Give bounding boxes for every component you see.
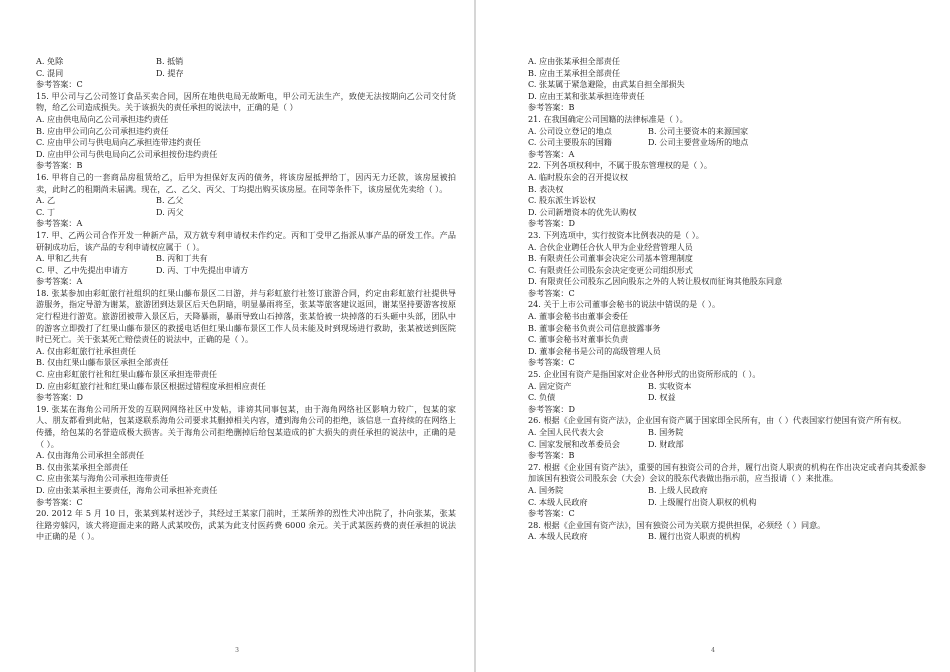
option-text: B. 国务院 [648,427,684,437]
text-line: C. 应由彩虹旅行社和红果山藤布景区承担连带责任 [36,369,218,380]
page-number: 4 [711,647,715,654]
page-left-content [36,56,456,543]
question-text: 27. 根据《企业国有资产法》，重要的国有独资公司的合并，履行出资人职责的机构在作出决定或者向其委派参加该国有独资公司股东会（大会）会议的股东代表做出指示前，应当报请（ ）来批准。 [528,461,926,484]
option-row [528,126,926,138]
question-text: 19. 张某在海角公司所开发的互联网网络社区中发帖，诽谤其同事包某，由于海角网络社区影响力较广，包某的家人、朋友都看到此帖，包某遂联系海角公司要求其删掉相关内容，遭到海角公司的拒绝，该信息一直持续的在网络上传播，给包某的名誉造成极大损害。关于海角公司拒绝删掉后给包某造成的扩大损失的责任承担的说法中，正确的是（ ）。 [36,403,456,449]
option-text: B. 上级人民政府 [648,484,708,495]
text-line: D. 有限责任公司股东乙因向股东之外的人转让股权而征询其他股东同意 [528,276,783,287]
option-row [36,68,456,80]
text-line: B. 应由王某承担全部责任 [528,67,621,78]
text-line: B. 表决权 [528,183,564,194]
text-line: B. 仅由红果山藤布景区承担全部责任 [36,357,169,368]
option-row [528,381,926,393]
option-text: C. 公司主要股东的国籍 [528,137,612,148]
option-row [528,137,926,149]
text-line: A. 应由供电局向乙公司承担违约责任 [36,113,169,124]
text-line: B. 应由甲公司向乙公司承担违约责任 [36,125,169,136]
option-text: C. 国家发展和改革委员会 [528,438,620,449]
option-text: B. 实收资本 [648,380,692,391]
option-text: C. 混同 [36,67,64,78]
option-row [528,392,926,404]
question-text: 18. 张某参加由彩虹旅行社组织的红果山藤布景区二日游，并与彩虹旅行社签订旅游合同，约定由彩虹旅行社提供导游服务，指定导游为谢某，旅游团到达景区后天色阴暗，明显暴雨将至，张某等旅客建议返回，谢某坚持要游客按原定行程进行游览。旅游团被带入景区后，天降暴雨，暴雨导致山石掉落，张某恰被一块掉落的石头砸中头部，团队中的游客立即拨打了红果山藤布景区的救援电话但红果山藤布景区工作人员未能及时到现场进行救助，张某被送到医院时已死亡。关于张某死亡赔偿责任的说法中，正确的是（ ）。 [36,287,456,345]
option-text: A. 国务院 [528,484,564,495]
option-text: A. 甲和乙共有 [36,253,88,264]
text-line: 参考答案：B [528,102,575,113]
option-text: D. 权益 [648,392,676,403]
option-text: D. 财政部 [648,438,684,449]
option-text: A. 乙 [36,195,56,206]
question-text: 17. 甲、乙两公司合作开发一种新产品，双方就专利申请权未作约定。丙和丁受甲乙指派从事产品的研发工作。产品研制成功后，该产品的专利申请权应属于（ ）。 [36,229,456,252]
text-line: 参考答案：C [36,79,83,90]
option-row [528,427,926,439]
text-line: 参考答案：C [528,287,575,298]
option-text: A. 固定资产 [528,380,572,391]
option-text: C. 负债 [528,392,556,403]
option-row [36,195,456,207]
text-line: A. 应由张某承担全部责任 [528,56,620,66]
option-row [528,485,926,497]
option-text: D. 提存 [156,67,184,78]
option-text: A. 免除 [36,56,64,66]
text-line: A. 董事会秘书由董事会委任 [528,311,629,322]
option-text: D. 丙、丁中先提出申请方 [156,264,249,275]
option-text: B. 履行出资人职责的机构 [648,531,741,542]
page-right [476,0,950,672]
text-line: C. 应由张某与海角公司承担连带责任 [36,473,169,484]
text-line: 参考答案：C [36,496,83,507]
text-line: B. 仅由张某承担全部责任 [36,461,129,472]
text-line: C. 有限责任公司股东会决定变更公司组织形式 [528,264,693,275]
text-line: 参考答案：B [36,160,83,171]
text-line: D. 公司新增资本的优先认购权 [528,206,637,217]
option-text: A. 公司设立登记的地点 [528,125,612,136]
page-number: 3 [235,647,239,654]
text-line: A. 仅由彩虹旅行社承担责任 [36,345,137,356]
option-text: D. 上级履行出资人职权的机构 [648,496,757,507]
option-row [36,56,456,68]
text-line: D. 应由彩虹旅行社和红果山藤布景区根据过错程度承担相应责任 [36,380,266,391]
option-row [36,265,456,277]
option-text: C. 甲、乙中先提出申请方 [36,264,128,275]
text-line: 25. 企业国有资产是指国家对企业各种形式的出资所形成的（ ）。 [528,369,761,380]
text-line: D. 应由甲公司与供电局向乙公司承担按份违约责任 [36,148,218,159]
option-text: A. 全国人民代表大会 [528,427,604,437]
text-line: 24. 关于上市公司董事会秘书的说法中错误的是（ ）。 [528,299,721,310]
text-line: A. 临时股东会的召开提议权 [528,171,629,182]
text-line: C. 董事会秘书对董事长负责 [528,334,629,345]
text-line: 28. 根据《企业国有资产法》，国有独资公司为关联方提供担保，必须经（ ）同意。 [528,519,826,530]
text-line: 21. 在我国确定公司国籍的法律标准是（ ）。 [528,113,688,124]
text-line: B. 有限责任公司董事会决定公司基本管理制度 [528,253,693,264]
question-text: 26. 根据《企业国有资产法》，企业国有资产属于国家即全民所有，由（ ）代表国家行使国有资产所有权。 [528,415,907,426]
option-row [528,497,926,509]
text-line: 参考答案：B [528,450,575,461]
option-text: B. 公司主要资本的来源国家 [648,125,749,136]
option-text: D. 丙父 [156,206,184,217]
question-text: 20. 2012 年 5 月 10 日，张某到某村送沙子，其经过王某家门前时，王某所养的烈性犬冲出院了，扑向张某，张某往路旁躲闪，该犬将迎面走来的路人武某咬伤，武某为此支付医药费 6000 余元。关于武某医药费的责任承担的说法中正确的是（ ）。 [36,508,456,542]
page-left [0,0,474,672]
text-line: 参考答案：D [528,218,575,229]
text-line: 参考答案：D [528,403,575,414]
text-line: 22. 下列各项权利中，不属于股东管理权的是（ ）。 [528,160,712,171]
text-line: C. 张某属于紧急避险，由武某自担全部损失 [528,79,685,90]
text-line: 参考答案：C [528,508,575,519]
text-line: C. 股东派生诉讼权 [528,195,596,206]
question-text: 15. 甲公司与乙公司签订食品买卖合同，因所在地供电局无故断电，甲公司无法生产，致使无法按期向乙公司交付货物，给乙公司造成损失。关于该损失的责任承担的说法中，正确的是（ ） [36,90,456,113]
option-text: B. 乙父 [156,195,184,206]
option-row [528,439,926,451]
page-right-content [528,56,926,543]
option-row [528,531,926,543]
text-line: D. 应由王某和张某承担连带责任 [528,90,645,101]
text-line: B. 董事会秘书负责公司信息披露事务 [528,322,661,333]
text-line: 参考答案：D [36,392,83,403]
option-text: A. 本级人民政府 [528,531,588,542]
text-line: 参考答案：A [36,218,83,229]
option-text: B. 抵销 [156,56,184,66]
text-line: 23. 下列选项中，实行按资本比例表决的是（ ）。 [528,229,704,240]
option-text: D. 公司主要营业场所的地点 [648,137,749,148]
text-line: 参考答案：A [528,148,575,159]
option-row [36,207,456,219]
text-line: C. 应由甲公司与供电局向乙承担连带违约责任 [36,137,201,148]
option-row [36,253,456,265]
text-line: 参考答案：C [528,357,575,368]
text-line: A. 合伙企业聘任合伙人甲为企业经营管理人员 [528,241,693,252]
option-text: B. 丙和丁共有 [156,253,208,264]
text-line: D. 董事会秘书是公司的高级管理人员 [528,345,661,356]
text-line: D. 应由张某承担主要责任，海角公司承担补充责任 [36,484,218,495]
option-text: C. 本级人民政府 [528,496,588,507]
text-line: A. 仅由海角公司承担全部责任 [36,450,145,461]
option-text: C. 丁 [36,206,56,217]
text-line: 参考答案：A [36,276,83,287]
question-text: 16. 甲将自己的一套商品房租赁给乙，后甲为担保好友丙的债务，将该房屋抵押给丁，因丙无力还款，该房屋被拍卖，此时乙的租期尚未届满。现在，乙、乙父、丙父、丁均提出购买该房屋。在同等条件下，该房屋优先卖给（ ）。 [36,171,456,194]
